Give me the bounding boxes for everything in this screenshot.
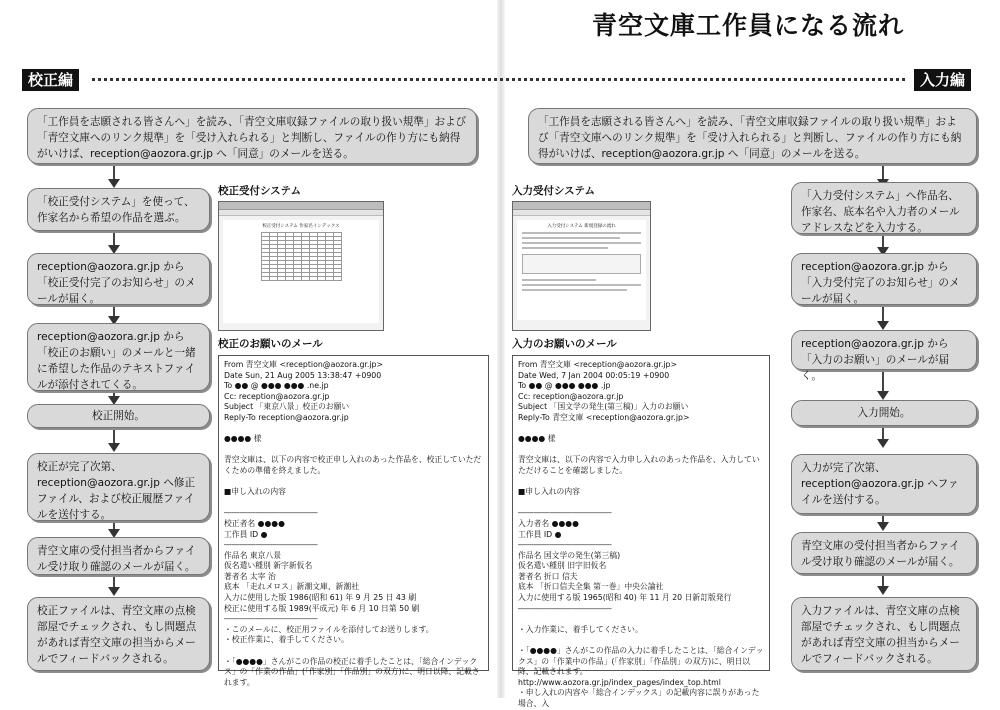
right-step-confirm: 青空文庫の受付担当者からファイル受け取り確認のメールが届く。 <box>791 532 977 574</box>
mail-line: ―――――――――――― <box>518 508 612 518</box>
proofreading-request-mail <box>218 355 489 687</box>
mail-line: 入力者名 ●●●● <box>518 518 579 528</box>
mail-line: 作品名 国文学の発生(第三稿) <box>518 550 621 560</box>
mail-line: Date Wed, 7 Jan 2004 00:05:19 +0900 <box>518 370 670 380</box>
right-step-agree: 「工作員を志願される皆さんへ」を読み、「青空文庫収録ファイルの取り扱い規準」および「青空文庫へのリンク規準」を「受け入れられる」と判断し、ファイルの作り方にも納得がいけば、reception@aozora.gr.jp へ「同意」のメールを送る。 <box>528 108 977 164</box>
right-step-receipt-mail: reception@aozora.gr.jp から「入力受付完了のお知らせ」のメールが届く。 <box>791 253 977 305</box>
flow-arrow <box>108 587 120 596</box>
mail-line: To ●● @ ●●● ●●● .ne.jp <box>224 381 329 391</box>
mail-line <box>224 424 483 435</box>
mail-line: 入力に使用する版 1965(昭和 40) 年 11 月 20 日新訂版発行 <box>518 593 732 603</box>
proofreading-system-screenshot <box>218 201 384 331</box>
mail-line: ・「●●●●」さんがこの作品の校正に着手したことは、「総合インデックス」の「作業の作品」(「作家別」「作品別」の双方)に、明日以降、記載されます。 <box>224 656 480 687</box>
input-system-screenshot <box>512 201 651 331</box>
flow-arrow <box>108 443 120 452</box>
left-step-receipt-mail: reception@aozora.gr.jp から「校正受付完了のお知らせ」のメールが届く。 <box>27 253 210 305</box>
mail-line: ・入力作業に、着手してください。 <box>518 624 643 634</box>
right-step-start: 入力開始。 <box>791 400 977 426</box>
mail-line: 著者名 折口 信夫 <box>518 571 578 581</box>
mail-line: ・「●●●●」さんがこの作品の入力に着手したことは、「総合インデックス」の「作業中の作品」(「作家別」「作品別」の双方)に、明日以降、記載されます。 <box>518 646 764 677</box>
section-label-input: 入力編 <box>914 69 971 91</box>
mail-line: ・このメールに、校正用ファイルを添付してお送りします。 <box>224 624 434 634</box>
mail-line: Cc: reception@aozora.gr.jp <box>518 391 624 401</box>
mail-line: Date Sun, 21 Aug 2005 13:38:47 +0900 <box>224 370 382 380</box>
mail-line: ●●●● 様 <box>518 434 556 444</box>
mail-label: 入力のお願いのメール <box>512 338 617 350</box>
mail-line: 青空文庫は、以下の内容で校正申し入れのあった作品を、校正していただくための準備を終えました。 <box>224 455 482 475</box>
mail-line: Subject 「東京八景」校正のお願い <box>224 402 350 412</box>
mail-line <box>518 614 764 625</box>
page-spine <box>497 0 505 698</box>
mail-line: From 青空文庫 <reception@aozora.gr.jp> <box>224 360 384 369</box>
page-title: 青空文庫工作員になる流れ <box>591 11 904 40</box>
flow-line <box>113 166 115 180</box>
left-step-select-work: 「校正受付システム」を使って、作家名から希望の作品を選ぶ。 <box>27 188 210 231</box>
right-step-register: 「入力受付システム」へ作品名、作家名、底本名や入力者のメールアドレスなどを入力する。 <box>791 182 977 234</box>
mail-line: 青空文庫は、以下の内容で入力申し入れのあった作品を、入力していただけることを確認しました。 <box>518 455 760 475</box>
mail-line: 作品名 東京八景 <box>224 550 282 560</box>
mail-line: 底本 「折口信夫全集 第一巻」中央公論社 <box>518 582 664 592</box>
mail-line: From 青空文庫 <reception@aozora.gr.jp> <box>518 360 678 369</box>
mail-line: 校正者名 ●●●● <box>224 518 285 528</box>
mail-line: 仮名遣い種別 新字新仮名 <box>224 561 313 571</box>
flow-arrow <box>877 586 889 595</box>
author-index-grid <box>261 232 342 281</box>
mail-line: 工作員 ID ● <box>518 529 562 539</box>
mail-line: ―――――――――――― <box>518 603 612 613</box>
left-step-agree: 「工作員を志願される皆さんへ」を読み、「青空文庫収録ファイルの取り扱い規準」および「青空文庫へのリンク規準」を「受け入れられる」と判断し、ファイルの作り方にも納得がいけば、reception@aozora.gr.jp へ「同意」のメールを送る。 <box>27 108 477 164</box>
right-step-request-mail: reception@aozora.gr.jp から「入力のお願い」のメールが届く。 <box>791 330 977 370</box>
flow-arrow <box>877 321 889 330</box>
mail-line: Reply-To 青空文庫 <reception@aozora.gr.jp> <box>518 412 690 422</box>
mail-line: Subject 「国文学の発生(第三稿)」入力のお願い <box>518 402 689 412</box>
mail-line: ■申し入れの内容 <box>224 487 286 497</box>
mail-line <box>518 635 764 646</box>
mail-line: 仮名遣い種別 旧字旧仮名 <box>518 561 607 571</box>
mail-line <box>518 477 764 488</box>
mail-line: ―――――――――――― <box>224 540 318 550</box>
section-divider <box>92 78 905 81</box>
flow-arrow <box>877 391 889 400</box>
mail-line: ―――――――――――― <box>224 508 318 518</box>
mail-line: Reply-To reception@aozora.gr.jp <box>224 412 349 422</box>
mail-line: ―――――――――――― <box>518 540 612 550</box>
mail-line: 入力に使用した版 1986(昭和 61) 年 9 月 25 日 43 刷 <box>224 593 417 603</box>
flow-line <box>882 372 884 393</box>
screenshot-title: 校正受付システム 作家名インデックス <box>262 224 340 229</box>
mail-line: ・校正作業に、着手してください。 <box>224 635 349 645</box>
flow-arrow <box>108 179 120 188</box>
mail-line: ・申し入れの内容や「総合インデックス」の記載内容に誤りがあった場合、入 <box>518 688 760 708</box>
mail-line <box>224 445 483 456</box>
mail-line <box>224 646 483 657</box>
flow-arrow <box>877 522 889 531</box>
mail-line <box>518 445 764 456</box>
right-step-feedback: 入力ファイルは、青空文庫の点検部屋でチェックされ、もし問題点があれば青空文庫の担当からメールでフィードバックされる。 <box>791 597 977 671</box>
input-request-mail <box>512 355 770 708</box>
mail-line: 校正に使用する版 1989(平成元) 年 6 月 10 日第 50 刷 <box>224 603 420 613</box>
left-step-feedback: 校正ファイルは、青空文庫の点検部屋でチェックされ、もし問題点があれば青空文庫の担当からメールでフィードバックされる。 <box>27 597 210 671</box>
left-step-submit: 校正が完了次第、reception@aozora.gr.jp へ修正ファイル、および校正履歴ファイルを送付する。 <box>27 453 210 521</box>
mail-line: Cc: reception@aozora.gr.jp <box>224 391 330 401</box>
flow-line <box>113 430 115 444</box>
mail-line <box>518 498 764 509</box>
right-step-submit: 入力が完了次第、reception@aozora.gr.jp へファイルを送付する。 <box>791 454 977 514</box>
screenshot-label: 入力受付システム <box>512 185 595 197</box>
mail-line <box>224 498 483 509</box>
mail-line: ●●●● 様 <box>224 434 262 444</box>
mail-line: http://www.aozora.gr.jp/index_pages/index_top.html <box>518 677 721 687</box>
mail-label: 校正のお願いのメール <box>218 338 323 350</box>
screenshot-title: 入力受付システム 新規登録の流れ <box>547 224 616 229</box>
left-step-request-mail: reception@aozora.gr.jp から「校正のお願い」のメールと一緒に希望した作品のテキストファイルが添付されてくる。 <box>27 323 210 391</box>
section-label-proofreading: 校正編 <box>22 69 79 91</box>
mail-line: ■申し入れの内容 <box>518 487 580 497</box>
flow-arrow <box>877 439 889 448</box>
mail-line <box>518 424 764 435</box>
left-step-confirm: 青空文庫の受付担当者からファイル受け取り確認のメールが届く。 <box>27 537 210 575</box>
flow-line <box>882 166 884 180</box>
mail-line: 工作員 ID ● <box>224 529 268 539</box>
screenshot-label: 校正受付システム <box>218 185 301 197</box>
mail-line: To ●● @ ●●● ●●● .jp <box>518 381 611 391</box>
mail-line: 著者名 太宰 治 <box>224 571 276 581</box>
mail-line: ―――――――――――― <box>224 614 318 624</box>
mail-line: 底本 「走れメロス」新潮文庫、新潮社 <box>224 582 360 592</box>
mail-line <box>224 477 483 488</box>
left-step-start: 校正開始。 <box>27 404 210 428</box>
